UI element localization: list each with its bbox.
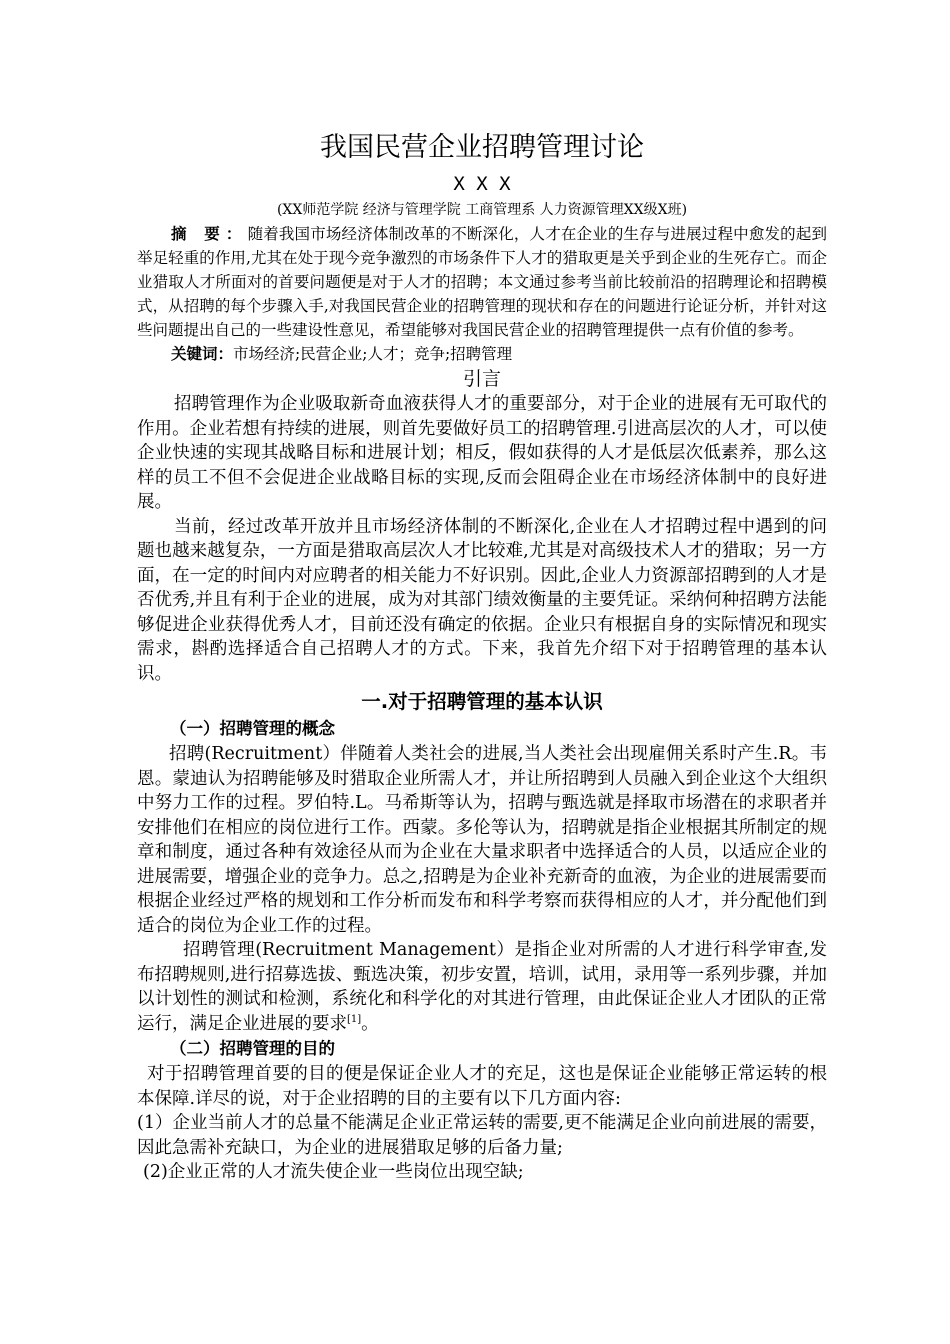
intro-paragraph-2: 当前，经过改革开放并且市场经济体制的不断深化,企业在人才招聘过程中遇到的问题也越来越复杂，一方面是猎取高层次人才比较难,尤其是对高级技术人才的猎取；另一方面，在一定的时间内对应聘者的相关能力不好识别。因此,企业人力资源部招聘到的人才是否优秀,并且有利于企业的进展，成为对其部门绩效衡量的主要凭证。采纳何种招聘方法能够促进企业获得优秀人才，目前还没有确定的依据。企业只有根据自身的实际情况和现实需求，斟酌选择适合自己招聘人才的方式。下来，我首先介绍下对于招聘管理的基本认识。: [137, 516, 827, 684]
keywords-text: 市场经济;民营企业;人才；竞争;招聘管理: [233, 345, 513, 363]
subsection-1-paragraph-2: [137, 938, 827, 1036]
keywords-label: 关键词：: [171, 344, 234, 363]
intro-heading: 引言: [462, 368, 501, 390]
abstract-text: 随着我国市场经济体制改革的不断深化，人才在企业的生存与进展过程中愈发的起到举足轻重的作用,尤其在处于现今竞争激烈的市场条件下人才的猎取更是关乎到企业的生死存亡。而企业猎取人才所面对的首要问题便是对于人才的招聘；本文通过参考当前比较前沿的招聘理论和招聘模式，从招聘的每个步骤入手,对我国民营企业的招聘管理的现状和存在的问题进行论证分析，并针对这些问题提出自己的一些建设性意见，希望能够对我国民营企业的招聘管理提供一点有价值的参考。: [137, 225, 827, 339]
paper-affiliation: (XX师范学院 经济与管理学院 工商管理系 人力资源管理XX级X班): [276, 202, 688, 218]
subsection-2-item-2: (2)企业正常的人才流失使企业一些岗位出现空缺;: [143, 1162, 524, 1182]
paper-author: X X X: [453, 173, 511, 195]
paper-title: 我国民营企业招聘管理讨论: [320, 132, 644, 163]
citation-ref[interactable]: [1]: [347, 1013, 362, 1025]
section-1-heading: 一.对于招聘管理的基本认识: [361, 690, 603, 713]
subsection-2-heading: （二）招聘管理的目的: [170, 1039, 335, 1058]
abstract: [137, 222, 827, 342]
subsection-2-item-1: (1）企业当前人才的总量不能满足企业正常运转的需要,更不能满足企业向前进展的需要，因此急需补充缺口，为企业的进展猎取足够的后备力量;: [137, 1113, 827, 1158]
document-page: [137, 128, 827, 1185]
subsection-1-heading: （一）招聘管理的概念: [170, 719, 335, 738]
keywords: [137, 342, 827, 366]
subsection-1-paragraph-2-text: 招聘管理(Recruitment Management）是指企业对所需的人才进行科学审查,发布招聘规则,进行招募选拔、甄选决策，初步安置，培训，试用，录用等一系列步骤，并加以计划性的测试和检测，系统化和科学化的对其进行管理，由此保证企业人才团队的正常运行，满足企业进展的要求: [137, 940, 827, 1034]
subsection-1-paragraph-1: 招聘(Recruitment）伴随着人类社会的进展,当人类社会出现雇佣关系时产生.R。韦恩。蒙迪认为招聘能够及时猎取企业所需人才，并让所招聘到人员融入到企业这个大组织中努力工作的过程。罗伯特.L。马希斯等认为，招聘与甄选就是择取市场潜在的求职者并安排他们在相应的岗位进行工作。西蒙。多伦等认为，招聘就是指企业根据其所制定的规章和制度，通过各种有效途径从而为企业在大量求职者中选择适合的人员，以适应企业的进展需要，增强企业的竞争力。总之,招聘是为企业补充新奇的血液，为企业的进展需要而根据企业经过严格的规划和工作分析而发布和科学考察而获得相应的人才，并分配他们到适合的岗位为企业工作的过程。: [137, 744, 827, 936]
intro-paragraph-1: 招聘管理作为企业吸取新奇血液获得人才的重要部分，对于企业的进展有无可取代的作用。企业若想有持续的进展，则首先要做好员工的招聘管理.引进高层次的人才，可以使企业快速的实现其战略目标和进展计划；相反，假如获得的人才是低层次低素养，那么这样的员工不但不会促进企业战略目标的实现,反而会阻碍企业在市场经济体制中的良好进展。: [137, 394, 827, 512]
abstract-label: 摘 要：: [171, 224, 248, 243]
subsection-1-paragraph-2-end: 。: [361, 1013, 379, 1034]
subsection-2-paragraph-1: 对于招聘管理首要的目的便是保证企业人才的充足，这也是保证企业能够正常运转的根本保障.详尽的说，对于企业招聘的目的主要有以下几方面内容:: [137, 1064, 827, 1109]
